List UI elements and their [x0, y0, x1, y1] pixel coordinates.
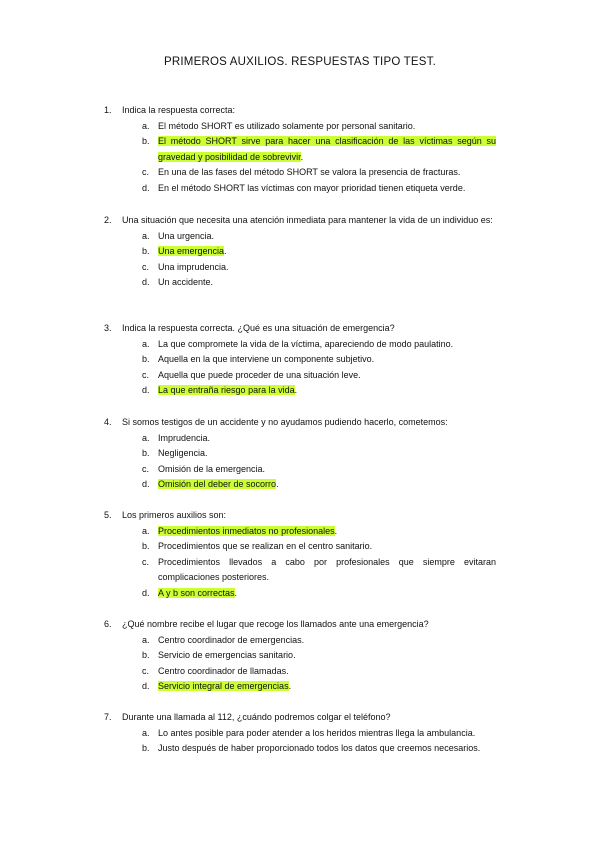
- option-text: Aquella en la que interviene un componente subjetivo.: [158, 354, 375, 364]
- option-list: [104, 431, 496, 493]
- option-letter: b.: [142, 136, 150, 146]
- question-6: [104, 617, 496, 695]
- answer-option: [104, 726, 496, 742]
- option-tail: .: [276, 479, 279, 489]
- option-letter: b.: [142, 246, 150, 256]
- correct-answer-text: Omisión del deber de socorro: [158, 479, 277, 489]
- option-text: Centro coordinador de llamadas.: [158, 665, 289, 676]
- option-letter: d.: [142, 385, 150, 395]
- answer-option: [104, 275, 496, 291]
- answer-option: [104, 134, 496, 165]
- answer-option: [104, 586, 496, 602]
- option-letter: a.: [142, 634, 150, 645]
- answer-option: [104, 383, 496, 399]
- question-number: 5.: [104, 510, 112, 520]
- question-number: 2.: [104, 215, 112, 225]
- option-text: Justo después de haber proporcionado todos los datos que creemos necesarios.: [158, 743, 481, 753]
- option-text: La que compromete la vida de la víctima, apareciendo de modo paulatino.: [158, 338, 454, 349]
- question-number: 7.: [104, 712, 112, 722]
- question-4: [104, 415, 496, 493]
- question-text: Durante una llamada al 112, ¿cuándo podremos colgar el teléfono?: [122, 712, 391, 722]
- option-text: En una de las fases del método SHORT se valora la presencia de fracturas.: [158, 167, 461, 177]
- correct-answer-text: Una emergencia: [158, 246, 225, 256]
- question-text: Los primeros auxilios son:: [122, 510, 227, 520]
- answer-option: [104, 229, 496, 245]
- option-list: [104, 229, 496, 291]
- option-tail: .: [288, 681, 292, 691]
- question-text: Indica la respuesta correcta:: [122, 105, 236, 115]
- answer-option: [104, 679, 496, 695]
- option-text: Una imprudencia.: [158, 261, 229, 272]
- option-letter: a.: [142, 338, 150, 349]
- option-letter: c.: [142, 261, 150, 272]
- option-list: [104, 119, 496, 197]
- answer-option: [104, 260, 496, 276]
- option-letter: b.: [142, 650, 150, 660]
- option-letter: a.: [142, 432, 150, 443]
- option-letter: b.: [142, 541, 150, 551]
- answer-option: [104, 337, 496, 353]
- question-text: ¿Qué nombre recibe el lugar que recoge los llamados ante una emergencia?: [122, 619, 429, 629]
- option-text: Procedimientos que se realizan en el centro sanitario.: [158, 541, 373, 551]
- question-number: 6.: [104, 619, 112, 629]
- option-tail: .: [224, 246, 227, 256]
- correct-answer-text: A y b son correctas: [158, 587, 235, 598]
- question-text: Una situación que necesita una atención inmediata para mantener la vida de un individuo es:: [122, 215, 493, 225]
- option-list: [104, 524, 496, 602]
- option-list: [104, 726, 496, 757]
- answer-option: [104, 352, 496, 368]
- answer-option: [104, 446, 496, 462]
- option-text: Aquella que puede proceder de una situación leve.: [158, 369, 361, 380]
- option-tail: .: [300, 151, 304, 162]
- correct-answer-text: Servicio integral de emergencias: [158, 681, 289, 691]
- option-letter: c.: [142, 665, 150, 676]
- answer-option: [104, 555, 496, 586]
- option-text: Lo antes posible para poder atender a los heridos mientras llega la ambulancia.: [158, 727, 476, 738]
- option-letter: a.: [142, 120, 150, 131]
- option-letter: b.: [142, 448, 150, 458]
- question-number: 1.: [104, 105, 112, 115]
- correct-answer-text: El método SHORT sirve para hacer una clasificación de las víctimas según su gravedad y posibilidad de sobrevivir: [158, 136, 496, 162]
- question-number: 3.: [104, 323, 112, 333]
- document-title: PRIMEROS AUXILIOS. RESPUESTAS TIPO TEST.: [164, 56, 436, 68]
- answer-option: [104, 477, 496, 493]
- option-letter: d.: [142, 277, 150, 287]
- answer-option: [104, 165, 496, 181]
- option-text: Centro coordinador de emergencias.: [158, 634, 305, 645]
- option-letter: d.: [142, 182, 150, 193]
- question-1: [104, 103, 496, 196]
- answer-option: [104, 741, 496, 757]
- option-text: Imprudencia.: [158, 432, 211, 443]
- option-letter: d.: [142, 587, 150, 598]
- answer-option: [104, 524, 496, 540]
- answer-option: [104, 244, 496, 260]
- option-text: Omisión de la emergencia.: [158, 463, 266, 474]
- question-text: Indica la respuesta correcta. ¿Qué es una situación de emergencia?: [122, 323, 395, 333]
- question-number: 4.: [104, 417, 112, 427]
- option-letter: c.: [142, 556, 150, 567]
- answer-option: [104, 462, 496, 478]
- option-list: [104, 633, 496, 695]
- answer-option: [104, 119, 496, 135]
- option-letter: b.: [142, 743, 150, 753]
- answer-option: [104, 181, 496, 197]
- option-letter: a.: [142, 727, 150, 738]
- option-letter: b.: [142, 354, 150, 364]
- answer-option: [104, 648, 496, 664]
- option-tail: .: [294, 385, 298, 395]
- answer-option: [104, 431, 496, 447]
- answer-option: [104, 368, 496, 384]
- correct-answer-text: La que entraña riesgo para la vida: [158, 385, 295, 395]
- option-letter: c.: [142, 167, 150, 177]
- option-text: Un accidente.: [158, 277, 214, 287]
- option-text: En el método SHORT las víctimas con mayor prioridad tienen etiqueta verde.: [158, 182, 466, 193]
- option-text: Servicio de emergencias sanitario.: [158, 650, 296, 660]
- question-5: [104, 508, 496, 601]
- option-letter: c.: [142, 463, 150, 474]
- option-letter: a.: [142, 230, 150, 241]
- option-text: Procedimientos llevados a cabo por profesionales que siempre evitaran complicaciones posteriores.: [158, 556, 496, 582]
- answer-option: [104, 633, 496, 649]
- option-letter: d.: [142, 681, 150, 691]
- option-text: Una urgencia.: [158, 230, 215, 241]
- option-letter: d.: [142, 479, 150, 489]
- answer-option: [104, 539, 496, 555]
- question-2: [104, 213, 496, 291]
- option-tail: .: [334, 525, 338, 536]
- option-tail: .: [234, 587, 238, 598]
- option-text: El método SHORT es utilizado solamente por personal sanitario.: [158, 120, 416, 131]
- correct-answer-text: Procedimientos inmediatos no profesionales: [158, 525, 335, 536]
- question-7: [104, 710, 496, 757]
- option-list: [104, 337, 496, 399]
- option-letter: c.: [142, 369, 150, 380]
- option-text: Negligencia.: [158, 448, 208, 458]
- question-3: [104, 321, 496, 399]
- option-letter: a.: [142, 525, 150, 536]
- question-text: Si somos testigos de un accidente y no ayudamos pudiendo hacerlo, cometemos:: [122, 417, 448, 427]
- answer-option: [104, 664, 496, 680]
